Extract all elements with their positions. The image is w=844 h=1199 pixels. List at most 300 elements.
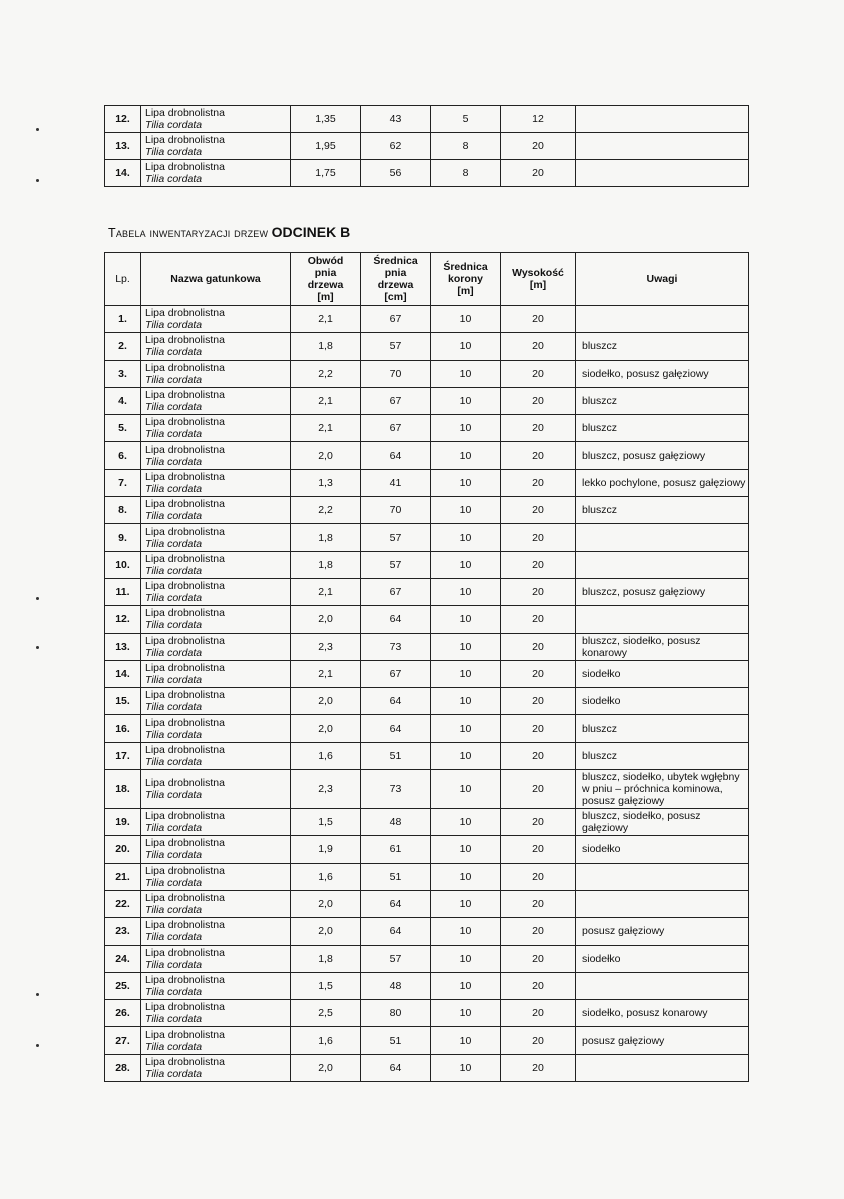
row-wysokosc: 20 [501, 160, 576, 187]
table-row [105, 497, 749, 524]
species-name: Lipa drobnolistna [145, 498, 225, 511]
row-obwod: 2,1 [291, 306, 361, 333]
row-wysokosc: 20 [501, 578, 576, 605]
row-species [141, 742, 291, 769]
species-latin: Tilia cordata [145, 701, 203, 714]
header-line: Wysokość [512, 267, 564, 279]
table-row [105, 333, 749, 360]
row-species [141, 469, 291, 496]
header-line: pnia [384, 267, 407, 279]
row-korona: 10 [431, 415, 501, 442]
row-uwagi: bluszcz [576, 715, 749, 742]
row-lp: 13. [105, 633, 141, 660]
row-uwagi [576, 551, 749, 578]
species-name: Lipa drobnolistna [145, 864, 225, 877]
row-srednica: 51 [361, 742, 431, 769]
row-obwod: 2,5 [291, 1000, 361, 1027]
header-korona [431, 253, 501, 306]
row-srednica: 64 [361, 1054, 431, 1081]
header-line: Średnica [373, 255, 418, 267]
row-lp: 16. [105, 715, 141, 742]
species-name: Lipa drobnolistna [145, 716, 225, 729]
row-lp: 9. [105, 524, 141, 551]
row-wysokosc: 20 [501, 1000, 576, 1027]
species-latin: Tilia cordata [145, 592, 203, 605]
row-lp: 11. [105, 578, 141, 605]
table-row [105, 415, 749, 442]
table-row [105, 1000, 749, 1027]
table-row [105, 688, 749, 715]
table-row [105, 890, 749, 917]
row-korona: 5 [431, 106, 501, 133]
row-uwagi [576, 863, 749, 890]
table-row [105, 133, 749, 160]
row-korona: 10 [431, 360, 501, 387]
row-obwod: 1,95 [291, 133, 361, 160]
table-row [105, 809, 749, 836]
row-srednica: 64 [361, 688, 431, 715]
species-latin: Tilia cordata [145, 904, 203, 917]
row-obwod: 1,9 [291, 836, 361, 863]
species-name: Lipa drobnolistna [145, 443, 225, 456]
species-name: Lipa drobnolistna [145, 837, 225, 850]
species-name: Lipa drobnolistna [145, 973, 225, 986]
header-line: pnia [314, 267, 337, 279]
row-obwod: 1,5 [291, 809, 361, 836]
section-heading-prefix: Tabela inwentaryzacji drzew [108, 226, 269, 240]
row-species [141, 1054, 291, 1081]
row-korona: 10 [431, 890, 501, 917]
species-latin: Tilia cordata [145, 822, 203, 835]
scan-mark [36, 128, 39, 131]
row-wysokosc: 20 [501, 770, 576, 809]
species-latin: Tilia cordata [145, 958, 203, 971]
header-line: korony [447, 273, 483, 285]
row-wysokosc: 20 [501, 715, 576, 742]
row-srednica: 67 [361, 415, 431, 442]
species-latin: Tilia cordata [145, 173, 203, 185]
species-latin: Tilia cordata [145, 728, 203, 741]
row-wysokosc: 20 [501, 387, 576, 414]
table-row [105, 106, 749, 133]
row-wysokosc: 20 [501, 1054, 576, 1081]
table-row [105, 524, 749, 551]
species-name: Lipa drobnolistna [145, 389, 225, 402]
row-uwagi: bluszcz [576, 497, 749, 524]
row-lp: 15. [105, 688, 141, 715]
species-name: Lipa drobnolistna [145, 470, 225, 483]
row-srednica: 64 [361, 715, 431, 742]
section-heading [108, 224, 350, 240]
row-srednica: 48 [361, 809, 431, 836]
row-obwod: 1,5 [291, 972, 361, 999]
row-obwod: 2,3 [291, 633, 361, 660]
row-species [141, 333, 291, 360]
row-uwagi [576, 606, 749, 633]
row-wysokosc: 20 [501, 836, 576, 863]
row-obwod: 2,0 [291, 890, 361, 917]
row-korona: 10 [431, 660, 501, 687]
row-obwod: 2,0 [291, 442, 361, 469]
header-line: drzewa [377, 279, 414, 291]
row-wysokosc: 20 [501, 809, 576, 836]
row-lp: 4. [105, 387, 141, 414]
row-species [141, 442, 291, 469]
species-latin: Tilia cordata [145, 985, 203, 998]
row-srednica: 80 [361, 1000, 431, 1027]
species-name: Lipa drobnolistna [145, 552, 225, 565]
row-uwagi [576, 160, 749, 187]
scan-mark [36, 1044, 39, 1047]
row-wysokosc: 20 [501, 606, 576, 633]
species-latin: Tilia cordata [145, 428, 203, 441]
row-korona: 10 [431, 863, 501, 890]
row-lp: 12. [105, 106, 141, 133]
header-line: drzewa [307, 279, 344, 291]
species-name: Lipa drobnolistna [145, 361, 225, 374]
species-latin: Tilia cordata [145, 455, 203, 468]
row-species [141, 524, 291, 551]
row-uwagi: bluszcz, posusz gałęziowy [576, 442, 749, 469]
row-uwagi [576, 106, 749, 133]
row-korona: 10 [431, 1054, 501, 1081]
row-korona: 10 [431, 742, 501, 769]
row-obwod: 2,0 [291, 688, 361, 715]
row-species [141, 890, 291, 917]
species-latin: Tilia cordata [145, 346, 203, 359]
table-row [105, 770, 749, 809]
row-srednica: 57 [361, 551, 431, 578]
species-latin: Tilia cordata [145, 1013, 203, 1026]
row-korona: 10 [431, 524, 501, 551]
species-name: Lipa drobnolistna [145, 634, 225, 647]
row-obwod: 2,0 [291, 918, 361, 945]
row-korona: 10 [431, 918, 501, 945]
row-uwagi: bluszcz, siodełko, posusz gałęziowy [576, 809, 749, 836]
table-row [105, 742, 749, 769]
row-obwod: 1,8 [291, 524, 361, 551]
row-uwagi: bluszcz [576, 387, 749, 414]
species-name: Lipa drobnolistna [145, 107, 225, 119]
row-species [141, 306, 291, 333]
row-species [141, 387, 291, 414]
row-lp: 18. [105, 770, 141, 809]
species-name: Lipa drobnolistna [145, 334, 225, 347]
row-obwod: 2,1 [291, 578, 361, 605]
row-lp: 20. [105, 836, 141, 863]
table-row [105, 1027, 749, 1054]
row-korona: 10 [431, 836, 501, 863]
row-srednica: 64 [361, 918, 431, 945]
section-heading-name: ODCINEK B [271, 224, 351, 240]
row-uwagi: siodełko [576, 688, 749, 715]
row-korona: 10 [431, 972, 501, 999]
row-uwagi [576, 972, 749, 999]
row-srednica: 48 [361, 972, 431, 999]
row-species [141, 160, 291, 187]
row-wysokosc: 20 [501, 863, 576, 890]
row-lp: 14. [105, 660, 141, 687]
species-name: Lipa drobnolistna [145, 810, 225, 823]
row-srednica: 62 [361, 133, 431, 160]
species-latin: Tilia cordata [145, 373, 203, 386]
row-uwagi: lekko pochylone, posusz gałęziowy [576, 469, 749, 496]
row-uwagi: posusz gałęziowy [576, 1027, 749, 1054]
species-name: Lipa drobnolistna [145, 525, 225, 538]
row-species [141, 415, 291, 442]
row-lp: 12. [105, 606, 141, 633]
row-wysokosc: 20 [501, 742, 576, 769]
table-row [105, 442, 749, 469]
row-lp: 28. [105, 1054, 141, 1081]
table-row [105, 469, 749, 496]
row-uwagi: siodełko, posusz konarowy [576, 1000, 749, 1027]
inventory-table [104, 252, 749, 1082]
row-lp: 23. [105, 918, 141, 945]
row-lp: 3. [105, 360, 141, 387]
row-wysokosc: 20 [501, 415, 576, 442]
row-uwagi [576, 1054, 749, 1081]
row-wysokosc: 20 [501, 133, 576, 160]
row-obwod: 1,6 [291, 863, 361, 890]
row-uwagi [576, 306, 749, 333]
scan-mark [36, 597, 39, 600]
row-obwod: 2,1 [291, 415, 361, 442]
table-row [105, 360, 749, 387]
species-latin: Tilia cordata [145, 849, 203, 862]
row-species [141, 133, 291, 160]
row-obwod: 1,3 [291, 469, 361, 496]
species-latin: Tilia cordata [145, 564, 203, 577]
row-uwagi: bluszcz, siodełko, ubytek wgłębny w pniu – próchnica kominowa, posusz gałęziowy [576, 770, 749, 809]
row-uwagi: siodełko, posusz gałęziowy [576, 360, 749, 387]
table-row [105, 160, 749, 187]
row-korona: 10 [431, 688, 501, 715]
row-lp: 1. [105, 306, 141, 333]
species-latin: Tilia cordata [145, 1040, 203, 1053]
scan-mark [36, 179, 39, 182]
row-korona: 10 [431, 809, 501, 836]
species-name: Lipa drobnolistna [145, 1028, 225, 1041]
row-lp: 14. [105, 160, 141, 187]
row-uwagi [576, 133, 749, 160]
row-wysokosc: 20 [501, 660, 576, 687]
row-species [141, 551, 291, 578]
row-uwagi: bluszcz, posusz gałęziowy [576, 578, 749, 605]
species-latin: Tilia cordata [145, 876, 203, 889]
row-wysokosc: 20 [501, 890, 576, 917]
row-srednica: 67 [361, 660, 431, 687]
species-name: Lipa drobnolistna [145, 946, 225, 959]
table-row [105, 306, 749, 333]
table-row [105, 387, 749, 414]
row-obwod: 1,35 [291, 106, 361, 133]
header-line: [m] [529, 279, 547, 291]
species-latin: Tilia cordata [145, 931, 203, 944]
row-obwod: 1,6 [291, 742, 361, 769]
header-line: [m] [457, 285, 474, 297]
table-row [105, 945, 749, 972]
inventory-table-body [105, 306, 749, 1082]
species-latin: Tilia cordata [145, 510, 203, 523]
row-species [141, 606, 291, 633]
species-latin: Tilia cordata [145, 146, 203, 158]
table-row [105, 578, 749, 605]
header-uwagi: Uwagi [576, 253, 749, 306]
species-latin: Tilia cordata [145, 319, 203, 332]
row-obwod: 1,8 [291, 945, 361, 972]
row-korona: 10 [431, 469, 501, 496]
row-korona: 10 [431, 1027, 501, 1054]
row-species [141, 809, 291, 836]
row-species [141, 360, 291, 387]
row-wysokosc: 20 [501, 469, 576, 496]
row-wysokosc: 20 [501, 360, 576, 387]
row-lp: 13. [105, 133, 141, 160]
species-latin: Tilia cordata [145, 482, 203, 495]
table-row [105, 660, 749, 687]
row-wysokosc: 20 [501, 551, 576, 578]
row-obwod: 2,1 [291, 660, 361, 687]
header-wysokosc [501, 253, 576, 306]
row-korona: 10 [431, 387, 501, 414]
row-uwagi [576, 890, 749, 917]
row-srednica: 41 [361, 469, 431, 496]
header-line: [m] [317, 291, 334, 303]
table-row [105, 606, 749, 633]
row-species [141, 106, 291, 133]
table-row [105, 836, 749, 863]
row-uwagi: siodełko [576, 836, 749, 863]
row-wysokosc: 20 [501, 442, 576, 469]
row-species [141, 972, 291, 999]
row-srednica: 51 [361, 863, 431, 890]
row-korona: 10 [431, 606, 501, 633]
row-uwagi: bluszcz [576, 415, 749, 442]
row-species [141, 1027, 291, 1054]
row-srednica: 64 [361, 890, 431, 917]
row-srednica: 57 [361, 524, 431, 551]
row-srednica: 56 [361, 160, 431, 187]
row-species [141, 836, 291, 863]
row-srednica: 67 [361, 387, 431, 414]
table-row [105, 918, 749, 945]
row-srednica: 51 [361, 1027, 431, 1054]
species-name: Lipa drobnolistna [145, 919, 225, 932]
row-species [141, 497, 291, 524]
row-korona: 8 [431, 160, 501, 187]
row-srednica: 43 [361, 106, 431, 133]
row-lp: 26. [105, 1000, 141, 1027]
header-obwod [291, 253, 361, 306]
row-korona: 10 [431, 770, 501, 809]
row-lp: 21. [105, 863, 141, 890]
row-lp: 19. [105, 809, 141, 836]
row-uwagi [576, 524, 749, 551]
table-row [105, 863, 749, 890]
row-korona: 10 [431, 333, 501, 360]
row-korona: 10 [431, 1000, 501, 1027]
row-lp: 25. [105, 972, 141, 999]
species-latin: Tilia cordata [145, 646, 203, 659]
row-obwod: 2,2 [291, 497, 361, 524]
species-name: Lipa drobnolistna [145, 662, 225, 674]
table-row [105, 972, 749, 999]
species-name: Lipa drobnolistna [145, 1055, 225, 1068]
species-latin: Tilia cordata [145, 401, 203, 414]
species-name: Lipa drobnolistna [145, 580, 225, 593]
scan-mark [36, 993, 39, 996]
species-name: Lipa drobnolistna [145, 134, 225, 146]
row-lp: 6. [105, 442, 141, 469]
species-name: Lipa drobnolistna [145, 1001, 225, 1014]
scan-mark [36, 646, 39, 649]
row-wysokosc: 12 [501, 106, 576, 133]
row-obwod: 2,0 [291, 1054, 361, 1081]
row-srednica: 61 [361, 836, 431, 863]
row-species [141, 770, 291, 809]
row-obwod: 2,1 [291, 387, 361, 414]
row-srednica: 57 [361, 945, 431, 972]
species-latin: Tilia cordata [145, 119, 203, 131]
row-species [141, 715, 291, 742]
species-latin: Tilia cordata [145, 537, 203, 550]
row-korona: 10 [431, 442, 501, 469]
row-srednica: 73 [361, 770, 431, 809]
row-obwod: 2,0 [291, 715, 361, 742]
species-name: Lipa drobnolistna [145, 743, 225, 756]
row-lp: 27. [105, 1027, 141, 1054]
row-srednica: 67 [361, 578, 431, 605]
row-korona: 10 [431, 633, 501, 660]
row-lp: 24. [105, 945, 141, 972]
row-obwod: 1,8 [291, 551, 361, 578]
species-name: Lipa drobnolistna [145, 416, 225, 429]
row-lp: 8. [105, 497, 141, 524]
row-srednica: 70 [361, 360, 431, 387]
row-wysokosc: 20 [501, 306, 576, 333]
row-srednica: 70 [361, 497, 431, 524]
row-lp: 7. [105, 469, 141, 496]
row-species [141, 688, 291, 715]
species-name: Lipa drobnolistna [145, 607, 225, 620]
table-row [105, 1054, 749, 1081]
row-species [141, 1000, 291, 1027]
row-wysokosc: 20 [501, 1027, 576, 1054]
row-species [141, 660, 291, 687]
row-species [141, 918, 291, 945]
row-wysokosc: 20 [501, 497, 576, 524]
species-name: Lipa drobnolistna [145, 307, 225, 320]
table-row [105, 551, 749, 578]
row-srednica: 64 [361, 606, 431, 633]
row-uwagi: siodełko [576, 945, 749, 972]
row-korona: 10 [431, 578, 501, 605]
species-latin: Tilia cordata [145, 789, 203, 802]
header-line: Średnica [443, 261, 488, 273]
species-name: Lipa drobnolistna [145, 777, 225, 790]
table-row [105, 715, 749, 742]
row-korona: 10 [431, 715, 501, 742]
species-latin: Tilia cordata [145, 755, 203, 768]
row-wysokosc: 20 [501, 524, 576, 551]
row-species [141, 633, 291, 660]
row-uwagi: posusz gałęziowy [576, 918, 749, 945]
row-srednica: 57 [361, 333, 431, 360]
header-srednica [361, 253, 431, 306]
species-name: Lipa drobnolistna [145, 689, 225, 702]
row-srednica: 67 [361, 306, 431, 333]
